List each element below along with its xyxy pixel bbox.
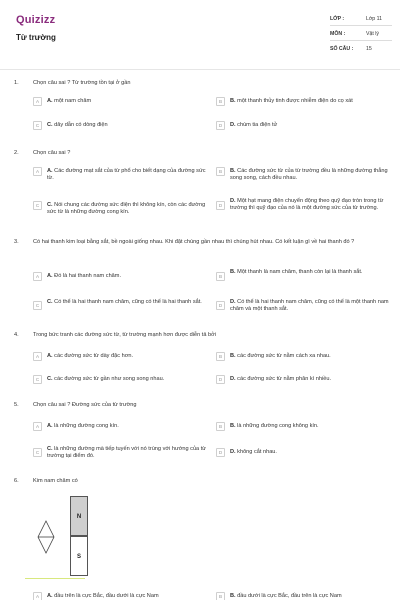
question-number: 2. bbox=[14, 150, 19, 156]
option-letter-box: B bbox=[216, 422, 225, 431]
compass-needle-icon bbox=[37, 520, 55, 554]
option-letter-box: A bbox=[33, 592, 42, 600]
option-letter-box: C bbox=[33, 121, 42, 130]
option-letter-box: C bbox=[33, 375, 42, 384]
option-letter-box: D bbox=[216, 301, 225, 310]
option-letter-box: A bbox=[33, 97, 42, 106]
option-letter-box: B bbox=[216, 167, 225, 176]
question-number: 6. bbox=[14, 478, 19, 484]
option-letter-box: B bbox=[216, 272, 225, 281]
worksheet-header bbox=[0, 0, 400, 70]
question-number: 4. bbox=[14, 332, 19, 338]
meta-class-value: Lớp 11 bbox=[366, 16, 382, 22]
question-text: Có hai thanh kim loại bằng sắt, bề ngoài giống nhau. Khi đặt chúng gần nhau thì chúng hút nhau. Có kết luận gì về hai thanh đó ? bbox=[33, 239, 355, 245]
quizizz-logo[interactable]: Quizizz bbox=[16, 14, 56, 26]
figure-divider bbox=[25, 578, 85, 579]
option-letter-box: A bbox=[33, 167, 42, 176]
question-text: Chọn câu sai ? bbox=[33, 150, 71, 156]
meta-count-value: 15 bbox=[366, 46, 372, 52]
option-letter-box: B bbox=[216, 352, 225, 361]
magnet-south-pole: S bbox=[70, 536, 88, 576]
question-text: Trong bức tranh các đường sức từ, từ trường mạnh hơn được diễn tả bởi bbox=[33, 332, 217, 338]
option-letter-box: D bbox=[216, 121, 225, 130]
question-text: Kim nam châm có bbox=[33, 478, 78, 484]
question-number: 5. bbox=[14, 402, 19, 408]
meta-class-label: LỚP : bbox=[330, 16, 345, 22]
meta-count bbox=[330, 44, 392, 56]
meta-count-label: SỐ CÂU : bbox=[330, 46, 354, 52]
option-letter-box: A bbox=[33, 272, 42, 281]
option-letter-box: B bbox=[216, 592, 225, 600]
option-letter-box: C bbox=[33, 301, 42, 310]
option-letter-box: D bbox=[216, 375, 225, 384]
magnet-figure bbox=[37, 496, 107, 578]
question-text: Chọn câu sai ? Từ trường tồn tại ở gần bbox=[33, 80, 131, 86]
meta-subject bbox=[330, 29, 392, 41]
option-letter-box: D bbox=[216, 201, 225, 210]
option-letter-box: A bbox=[33, 422, 42, 431]
meta-class bbox=[330, 14, 392, 26]
option-letter-box: C bbox=[33, 201, 42, 210]
question-number: 3. bbox=[14, 239, 19, 245]
question-text: Chọn câu sai ? Đường sức của từ trường bbox=[33, 402, 137, 408]
meta-subject-label: MÔN : bbox=[330, 31, 346, 37]
question-number: 1. bbox=[14, 80, 19, 86]
option-letter-box: A bbox=[33, 352, 42, 361]
worksheet-title: Từ trường bbox=[16, 33, 56, 42]
meta-subject-value: Vật lý bbox=[366, 31, 379, 37]
option-letter-box: D bbox=[216, 448, 225, 457]
option-letter-box: C bbox=[33, 448, 42, 457]
magnet-north-pole: N bbox=[70, 496, 88, 536]
option-letter-box: B bbox=[216, 97, 225, 106]
